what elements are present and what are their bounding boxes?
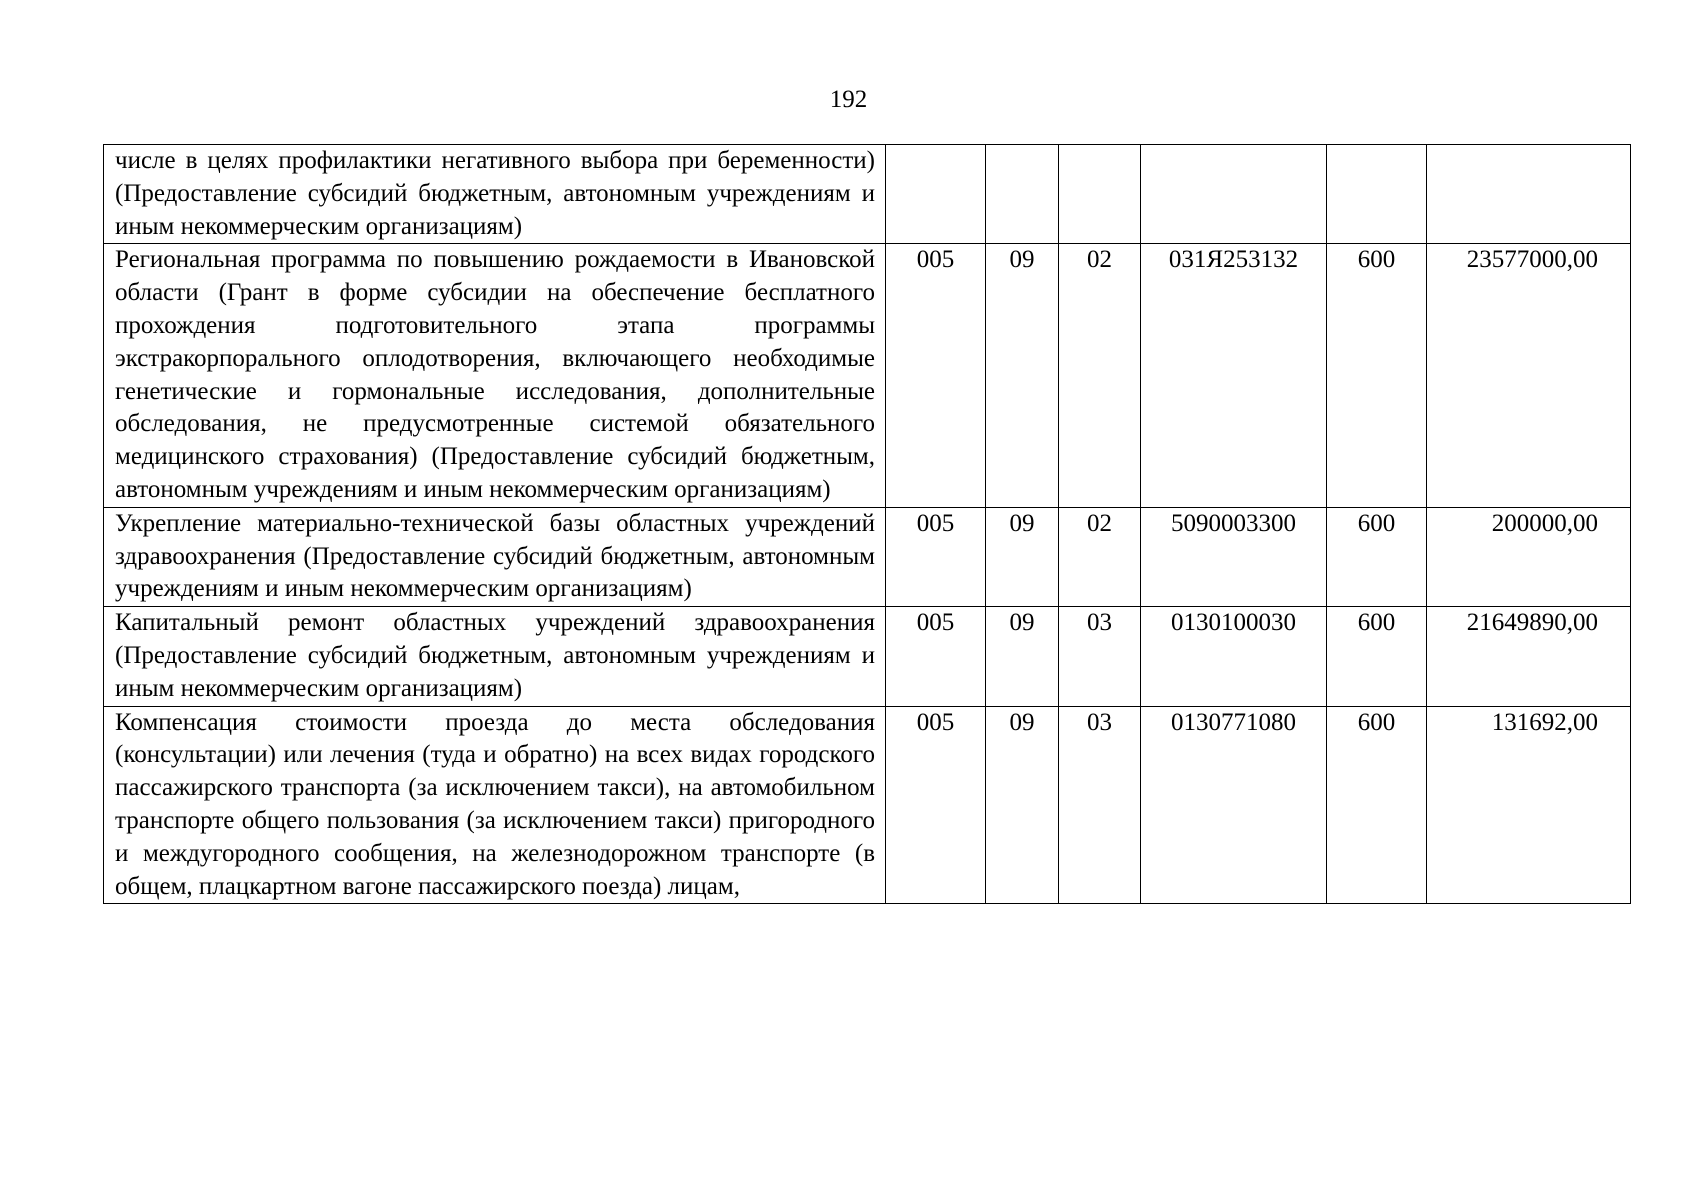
section-code: 09	[986, 607, 1059, 706]
table-row	[104, 507, 1631, 606]
ministry-code: 005	[886, 244, 986, 507]
row-description: Укрепление материально-технической базы областных учреждений здравоохранения (Предоставление субсидий бюджетным, автономным учреждениям и иным некоммерческим организациям)	[104, 507, 886, 606]
subsection-code: 03	[1059, 607, 1141, 706]
expense-type-code: 600	[1327, 244, 1427, 507]
target-article-code: 031Я253132	[1141, 244, 1327, 507]
target-article-code: 0130100030	[1141, 607, 1327, 706]
section-code: 09	[986, 507, 1059, 606]
row-description: Капитальный ремонт областных учреждений здравоохранения (Предоставление субсидий бюджетным, автономным учреждениям и иным некоммерческим организациям)	[104, 607, 886, 706]
section-code	[986, 145, 1059, 244]
table-row	[104, 706, 1631, 904]
amount: 131692,00	[1427, 706, 1631, 904]
row-description: Региональная программа по повышению рождаемости в Ивановской области (Грант в форме субсидии на обеспечение бесплатного прохождения подготовительного этапа программы экстракорпорального оплодотворения, включающего необходимые генетические и гормональные исследования, дополнительные обследования, не предусмотренные системой обязательного медицинского страхования) (Предоставление субсидий бюджетным, автономным учреждениям и иным некоммерческим организациям)	[104, 244, 886, 507]
row-description: Компенсация стоимости проезда до места обследования (консультации) или лечения (туда и обратно) на всех видах городского пассажирского транспорта (за исключением такси), на автомобильном транспорте общего пользования (за исключением такси) пригородного и междугородного сообщения, на железнодорожном транспорте (в общем, плацкартном вагоне пассажирского поезда) лицам,	[104, 706, 886, 904]
target-article-code: 5090003300	[1141, 507, 1327, 606]
section-code: 09	[986, 706, 1059, 904]
row-description: числе в целях профилактики негативного выбора при беременности) (Предоставление субсидий бюджетным, автономным учреждениям и иным некоммерческим организациям)	[104, 145, 886, 244]
ministry-code	[886, 145, 986, 244]
subsection-code: 02	[1059, 507, 1141, 606]
amount	[1427, 145, 1631, 244]
amount: 200000,00	[1427, 507, 1631, 606]
ministry-code: 005	[886, 607, 986, 706]
subsection-code: 03	[1059, 706, 1141, 904]
expense-type-code: 600	[1327, 507, 1427, 606]
expense-type-code: 600	[1327, 706, 1427, 904]
ministry-code: 005	[886, 706, 986, 904]
subsection-code: 02	[1059, 244, 1141, 507]
ministry-code: 005	[886, 507, 986, 606]
budget-table	[103, 144, 1631, 904]
amount: 21649890,00	[1427, 607, 1631, 706]
page-number: 192	[829, 86, 868, 113]
expense-type-code: 600	[1327, 607, 1427, 706]
table-row	[104, 607, 1631, 706]
table-row	[104, 145, 1631, 244]
amount: 23577000,00	[1427, 244, 1631, 507]
expense-type-code	[1327, 145, 1427, 244]
target-article-code	[1141, 145, 1327, 244]
target-article-code: 0130771080	[1141, 706, 1327, 904]
table-row	[104, 244, 1631, 507]
subsection-code	[1059, 145, 1141, 244]
section-code: 09	[986, 244, 1059, 507]
